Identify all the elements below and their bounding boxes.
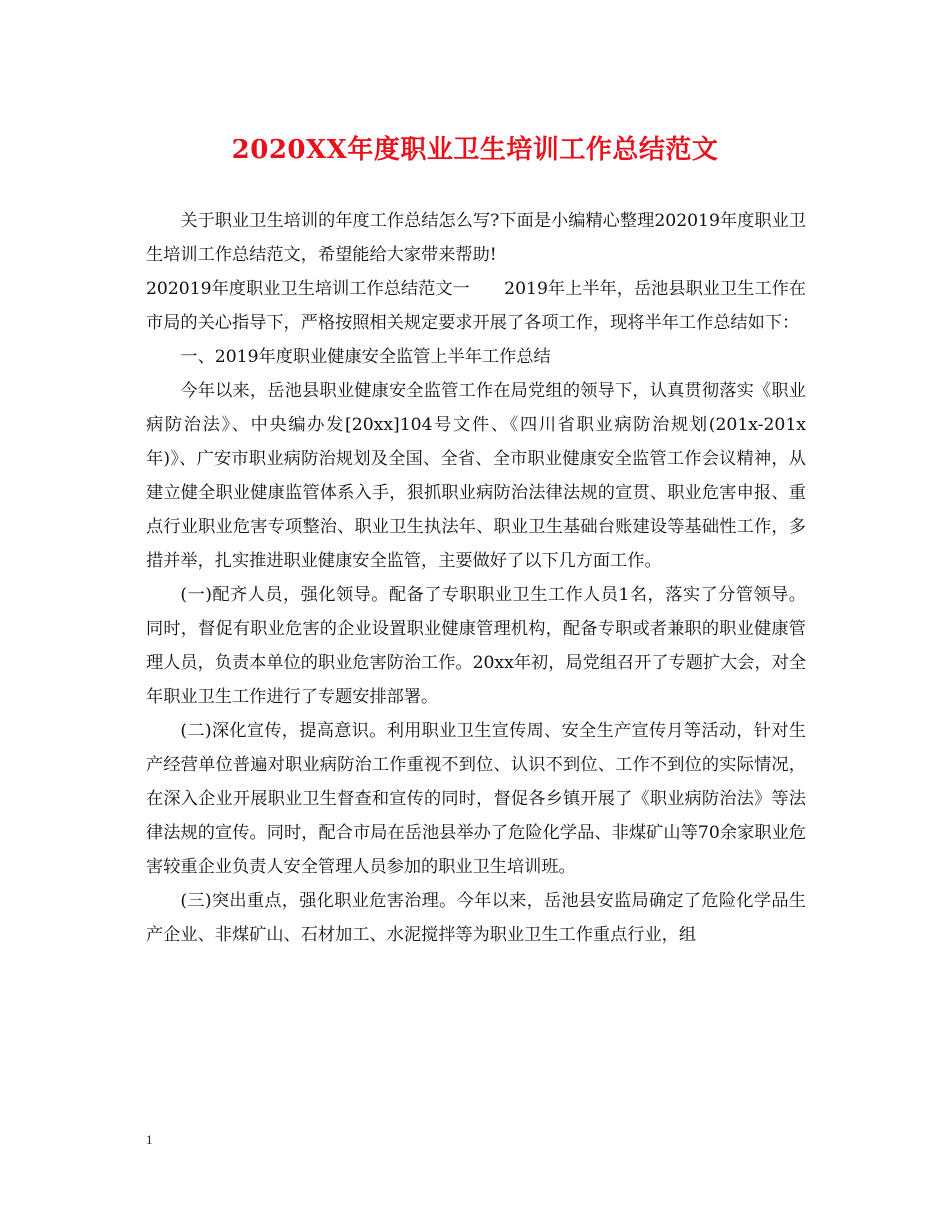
paragraph-item-2: (二)深化宣传，提高意识。利用职业卫生宣传周、安全生产宣传月等活动，针对生产经营单位普遍对职业病防治工作重视不到位、认识不到位、工作不到位的实际情况，在深入企业开展职业卫生督查和宣传的同时，督促各乡镇开展了《职业病防治法》等法律法规的宣传。同时，配合市局在岳池县举办了危险化学品、非煤矿山等70余家职业危害较重企业负责人安全管理人员参加的职业卫生培训班。 bbox=[146, 721, 806, 877]
paragraph-item-3: (三)突出重点，强化职业危害治理。今年以来，岳池县安监局确定了危险化学品生产企业、非煤矿山、石材加工、水泥搅拌等为职业卫生工作重点行业，组 bbox=[146, 891, 806, 945]
page-number: 1 bbox=[146, 1132, 153, 1147]
paragraph-overview: 今年以来，岳池县职业健康安全监管工作在局党组的领导下，认真贯彻落实《职业病防治法》、中央编办发[20xx]104号文件、《四川省职业病防治规划(201x-201x年)》、广安市职业病防治规划及全国、全省、全市职业健康安全监管工作会议精神，从建立健全职业健康监管体系入手，狠抓职业病防治法律法规的宣贯、职业危害申报、重点行业职业危害专项整治、职业卫生执法年、职业卫生基础台账建设等基础性工作，多措并举，扎实推进职业健康安全监管，主要做好了以下几方面工作。 bbox=[146, 381, 806, 571]
section-heading: 一、2019年度职业健康安全监管上半年工作总结 bbox=[180, 347, 551, 367]
paragraph-summary-heading: 202019年度职业卫生培训工作总结范文一 2019年上半年，岳池县职业卫生工作在市局的关心指导下，严格按照相关规定要求开展了各项工作，现将半年工作总结如下： bbox=[146, 279, 806, 333]
document-body bbox=[146, 204, 806, 952]
document-title: 2020XX年度职业卫生培训工作总结范文 bbox=[231, 135, 719, 165]
paragraph-intro: 关于职业卫生培训的年度工作总结怎么写?下面是小编精心整理202019年度职业卫生培训工作总结范文，希望能给大家带来帮助! bbox=[146, 211, 806, 265]
paragraph-item-1: (一)配齐人员，强化领导。配备了专职职业卫生工作人员1名，落实了分管领导。同时，督促有职业危害的企业设置职业健康管理机构，配备专职或者兼职的职业健康管理人员，负责本单位的职业危害防治工作。20xx年初，局党组召开了专题扩大会，对全年职业卫生工作进行了专题安排部署。 bbox=[146, 585, 807, 707]
